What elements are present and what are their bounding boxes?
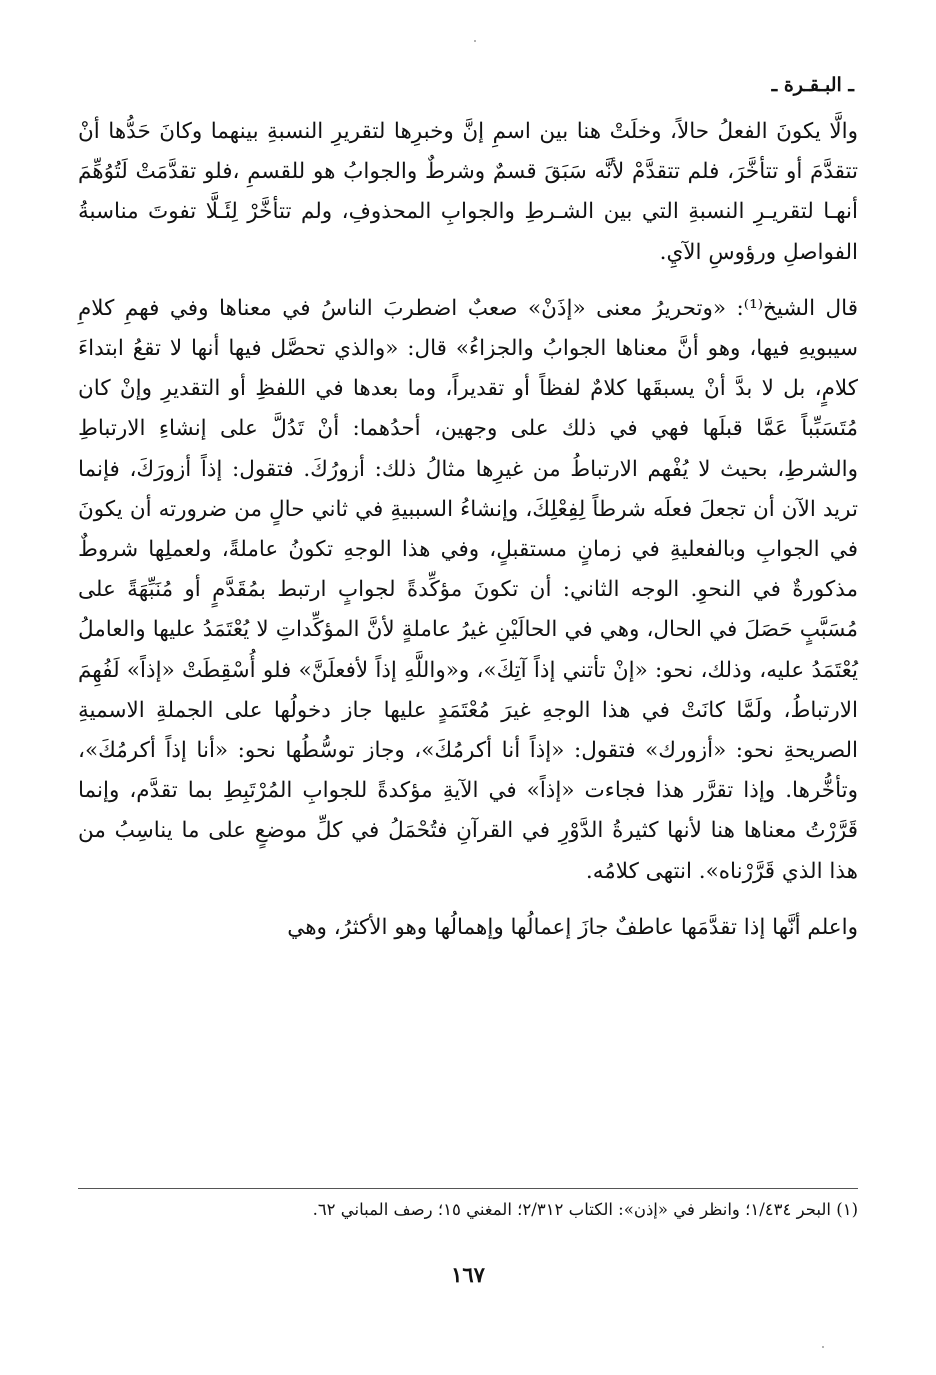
footnote-separator — [78, 1188, 858, 1189]
scan-speck — [474, 40, 476, 42]
paragraph: واعلم أنَّها إذا تقدَّمَها عاطفٌ جازَ إعمالُها وإهمالُها وهو الأكثرُ، وهي — [287, 914, 858, 940]
scan-speck — [822, 1346, 824, 1348]
paragraph: والَّا يكونَ الفعلُ حالاً، وخلَتْ هنا بين اسمِ إنَّ وخبرِها لتقريرِ النسبةِ بينهما وكانَ حَدُّها أنْ تتقدَّمَ أو تتأخَّرَ، فلم تتقدَّمْ لأنَّه سَبَقَ قسمٌ وشرطٌ والجوابُ هو للقسمِ ،فلو تقدَّمَتْ لَتُوُهِّمَ أنهـا لتقريـرِ النسبةِ التي بين الشـرطِ والجوابِ المحذوفِ، ولم تتأخَّرْ لِئَـلَّا تفوتَ مناسبةُ الفواصلِ ورؤوسِ الآيِ. — [78, 119, 858, 265]
main-text — [78, 112, 858, 948]
running-head: ـ البـقـرة ـ — [771, 74, 854, 96]
page-number: ١٦٧ — [451, 1262, 485, 1287]
paragraph: قال الشيخ⁽¹⁾: «وتحريرُ معنى «إذَنْ» صعبٌ اضطربَ الناسُ في معناها وفي فهمِ كلامِ سيبويهِ فيها، وهو أنَّ معناها الجوابُ والجزاءُ» قال: «والذي تحصَّل فيها أنها لا تقعُ ابتداءَ كلامٍ، بل لا بدَّ أنْ يسبقَها كلامٌ لفظاً أو تقديراً، وما بعدها في اللفظِ أو التقديرِ وإنْ كان مُتَسَبِّباً عَمَّا قبلَها فهي في ذلك على وجهين، أحدُهما: أنْ تَدُلَّ على إنشاءِ الارتباطِ والشرطِ، بحيث لا يُفْهم الارتباطُ من غيرِها مثالُ ذلك: أزورُكَ. فتقول: إذاً أزورَكَ، فإنما تريد الآن أن تجعلَ فعلَه شرطاً لِفِعْلِكَ، وإنشاءُ السببيةِ في ثاني حالٍ من ضرورته أن يكونَ في الجوابِ وبالفعليةِ في زمانٍ مستقبلٍ، وفي هذا الوجهِ تكونُ عاملةً، ولعملِها شروطٌ مذكورةٌ في النحوِ. الوجه الثاني: أن تكونَ مؤكِّدةً لجوابٍ ارتبط بمُقَدَّمٍ أو مُنَبِّهَةً على مُسَبَّبٍ حَصَلَ في الحال، وهي في الحالَيْنِ غيرُ عاملةٍ لأنَّ المؤكِّداتِ لا يُعْتَمَدُ عليها والعاملُ يُعْتَمَدُ عليه، وذلك، نحو: «إنْ تأتني إذاً آتِكَ»، و«واللَّهِ إذاً لأفعلَنَّ» فلو أُسْقِطَتْ «إذاً» لَفُهِمَ الارتباطُ، ولَمَّا كانَتْ في هذا الوجهِ غيرَ مُعْتَمَدٍ عليها جاز دخولُها على الجملةِ الاسميةِ الصريحةِ نحو: «أزورك» فتقول: «إذاً أنا أكرمُكَ»، وجاز توسُّطُها نحو: «أنا إذاً أكرمُكَ»، وتأخُّرها. وإذا تقرَّر هذا فجاءت «إذاً» في الآيةِ مؤكدةً للجوابِ المُرْتَبِطِ بما تقدَّم، وإنما قَرَّرْتُ معناها هنا لأنها كثيرةُ الدَّوْرِ في القرآنِ فتُحْمَلُ في كلِّ موضعٍ على ما يناسِبُ من هذا الذي قَرَّرْناه». انتهى كلامُه. — [78, 295, 859, 884]
footnote: (١) البحر ١/٤٣٤؛ وانظر في «إذن»: الكتاب ٢/٣١٢؛ المغني ١٥؛ رصف المباني ٦٢. — [312, 1200, 858, 1219]
